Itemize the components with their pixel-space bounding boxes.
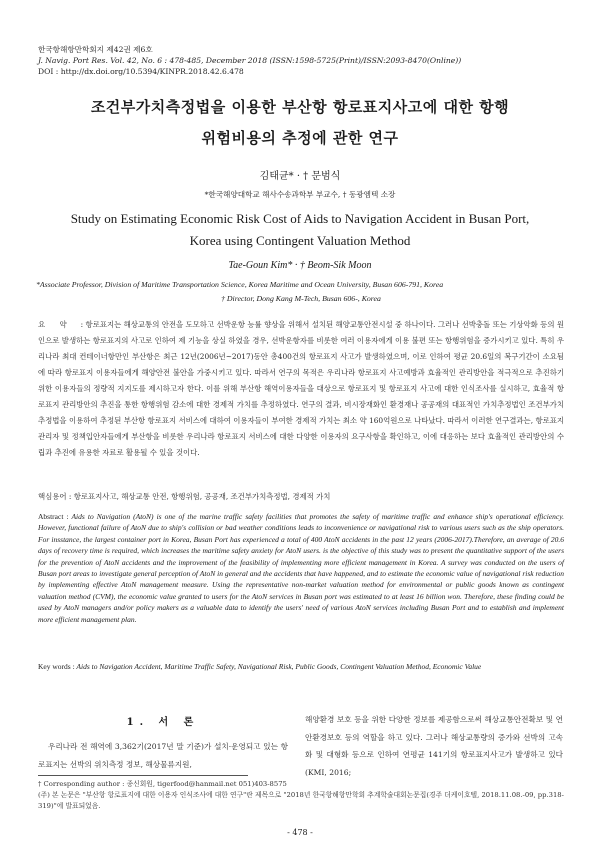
- title-ko-line-1: 조건부가치측정법을 이용한 부산항 항로표지사고에 대한 항행: [90, 98, 510, 116]
- authors-ko: 김태균* · † 문범식: [259, 171, 341, 182]
- affiliation-en-line-1: *Associate Professor, Division of Maritime Transportation Science, Korea Maritime and Ocean University, Busan 606-791, Korea: [36, 280, 444, 289]
- footnote-corresponding-author: † Corresponding author : 종신회원, tigerfood@hanmail.net 051)403-8575: [38, 780, 287, 788]
- paper-title-en: [0, 208, 600, 252]
- keywords-en-text: Aids to Navigation Accident, Maritime Traffic Safety, Navigational Risk, Public Goods, Contingent Valuation Method, Economic Value: [76, 662, 482, 671]
- affiliation-ko: *한국해양대학교 해사수송과학부 부교수, † 동광엠텍 소장: [204, 190, 396, 199]
- section-heading-introduction: 1. 서 론: [126, 717, 200, 728]
- keywords-en: [38, 661, 564, 672]
- page-number: - 478 -: [287, 828, 313, 837]
- affiliation-en: [36, 278, 566, 306]
- keywords-ko: 핵심용어 : 항로표지사고, 해상교통 안전, 항행위험, 공공재, 조건부가치측정법, 경제적 가치: [38, 492, 331, 501]
- abstract-ko-label: 요 약: [38, 320, 73, 329]
- journal-header: [38, 44, 568, 77]
- title-ko-line-2: 위험비용의 추정에 관한 연구: [201, 129, 399, 147]
- abstract-ko-text: : 항로표지는 해상교통의 안전을 도모하고 선박운항 능률 향상을 위해서 설치된 해양교통안전시설 중 하나이다. 그러나 선박충돌 또는 기상악화 등의 원인으로 발생하는 항로표지의 사고로 인하여 제 기능을 상실 하였을 경우, 선박운항자를 비롯한 여러 이용자에게 이용 불편 또는 항행위험을 증가시키고 있다. 특히 우리나라 최대 컨테이너항만인 부산항은 최근 12년(2006년~2017)동안 총400건의 항로표지 사고가 발생하였으며, 이로 인하여 평균 20.6일의 복구기간이 소요됨에 따라 항로표지 이용자들에게 해양안전 불안을 가중시키고 있다. 따라서 연구의 목적은 우리나라 항로표지 사고예방과 효율적인 관리방안을 적극적으로 추진하기 위한 이용자들의 정량적 지지도를 제시하고자 한다. 이를 위해 부산항 해역이용자들을 대상으로 항로표지 및 항로표지 사고에 대한 인식조사를 실시하고, 효율적 항로표지 관리방안의 추진을 통한 항행위험 감소에 대한 경제적 가치를 추정하였다. 연구의 결과, 비시장재화인 환경재나 공공재의 대표적인 가치추정법인 조건부가치추정법을 이용하여 추정된 부산항 항로표지 서비스에 대하여 이용자들이 부여한 경제적 가치는 최소 약 160억원으로 나타났다. 따라서 이러한 연구결과는, 항로표지 관리자 및 정책입안자들에게 부산항을 비롯한 우리나라 항로표지 서비스에 대한 다양한 이용자의 요구사항을 확인하고, 이에 대응하는 보다 효율적인 관리방안의 수립과 추진에 유용한 자료로 활용될 수 있을 것이다.: [38, 320, 564, 457]
- introduction-paragraph-left: 우리나라 전 해역에 3,362기(2017년 말 기준)가 설치·운영되고 있는 항로표지는 선박의 위치측정 정보, 해상물류지원,: [38, 742, 288, 769]
- title-en-line-1: Study on Estimating Economic Risk Cost of Aids to Navigation Accident in Busan Port,: [70, 211, 530, 226]
- abstract-en-label: Abstract :: [38, 512, 69, 521]
- doi-link[interactable]: DOI : http://dx.doi.org/10.5394/KINPR.2018.42.6.478: [38, 67, 244, 76]
- abstract-ko: [38, 317, 564, 461]
- affiliation-en-line-2: † Director, Dong Kang M-Tech, Busan 606-, Korea: [221, 294, 381, 303]
- abstract-en-text: Aids to Navigation (AtoN) is one of the marine traffic safety facilities that promotes the safety of maritime traffic and enhance ship's operational efficiency. However, functional failure of AtoN due to ship's collision or bad weather conditions leads to inconvenience or navigational risk to various users such as the ship operators. For insstance, the largest container port in Korea, Busan Port has experienced a total of 400 AtoN accidents in the past 12 years (2006-2017).Therefore, an average of 20.6 days of recovery time is required, which increases the maritime safety anxiety for AtoN users. is the objective of this study was to present the quantitative support of the users for the prevention of AtoN accidents and the improvement of the feasibility of implementing more efficient management in Korea. A survey was conducted on the users of Busan port areas to investigate general perception of AtoN in general and the accidents that have happened, and to estimate the economic value of navigational risk reduction by implementing effective AtoN management measure. Using the representative non-market valuation method for environmental or public goods known as contingent valuation method (CVM), the economic value granted to users for the AtoN services in Busan port was estimated to at least 16 billion won. Therefore, these finding could be used by AtoN managers and/or policy makers as a valuable data to identify the users' need of various AtoN services including Busan Port and to establish and implement more efficient management plan.: [38, 512, 564, 624]
- paper-title-ko: [0, 92, 600, 154]
- footnote-divider: [38, 775, 248, 776]
- journal-citation: J. Navig. Port Res. Vol. 42, No. 6 : 478-485, December 2018 (ISSN:1598-5725(Print)/ISSN:2093-8470(Online)): [38, 56, 462, 65]
- body-column-left: [38, 713, 288, 774]
- footnote-publication-note: (주) 본 논문은 "부산항 항로표지에 대한 이용자 인식조사에 대한 연구"란 제목으로 "2018년 한국항해항만학회 추계학술대회논문집(경주 더케이호텔, 2018.11.08.-09, pp.318-319)"에 발표되었음.: [38, 791, 564, 810]
- journal-name-ko: 한국항해항만학회지 제42권 제6호: [38, 45, 153, 54]
- keywords-en-label: Key words :: [38, 662, 75, 671]
- authors-en: Tae-Goun Kim* · † Beom-Sik Moon: [228, 260, 372, 271]
- introduction-paragraph-right: 해양환경 보호 등을 위한 다양한 정보를 제공함으로써 해상교통안전확보 및 연안환경보호 등의 역할을 하고 있다. 그러나 해상교통량의 증가와 선박의 고속화 및 대형화 등으로 인하여 연평균 141기의 항로표지사고가 발생하고 있다(KMI, 2016;: [305, 715, 563, 777]
- abstract-en: [38, 511, 564, 625]
- footnotes: [38, 779, 564, 812]
- title-en-line-2: Korea using Contingent Valuation Method: [189, 233, 411, 248]
